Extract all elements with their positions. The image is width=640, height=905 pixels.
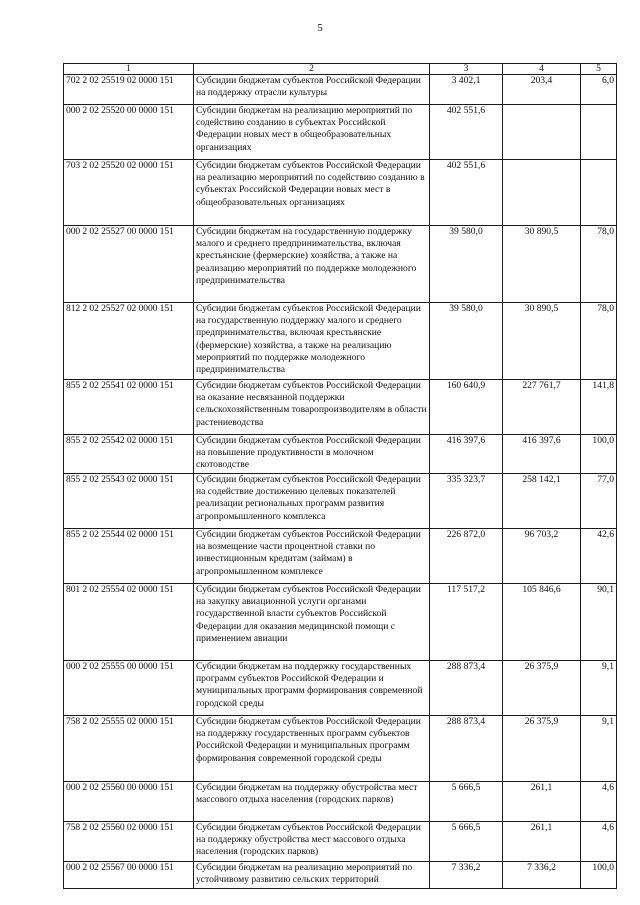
- percent-value: [581, 160, 617, 226]
- table-header-row: [64, 64, 617, 75]
- plan-value: 402 551,6: [430, 160, 503, 226]
- header-col-1: 1: [64, 64, 194, 75]
- item-name: Субсидии бюджетам субъектов Российской Федерации на государственную поддержку малого и среднего предпринимательства, включая крестьянские (фермерские) хозяйства, а также на реализацию мероприятий по поддержке молодежного предпринимательства: [194, 303, 430, 380]
- fact-value: 227 761,7: [503, 380, 581, 435]
- item-name: Субсидии бюджетам субъектов Российской Федерации на повышение продуктивности в молочном скотоводстве: [194, 435, 430, 474]
- item-name: Субсидии бюджетам на поддержку государственных программ субъектов Российской Федерации и муниципальных программ формирования современной городской среды: [194, 661, 430, 716]
- table-row: [64, 529, 617, 584]
- table-row: [64, 862, 617, 889]
- item-name: Субсидии бюджетам субъектов Российской Федерации на закупку авиационной услуги органами государственной власти субъектов Российской Федерации для оказания медицинской помощи с применением авиации: [194, 584, 430, 661]
- header-col-5: 5: [581, 64, 617, 75]
- table-row: [64, 782, 617, 822]
- item-name: Субсидии бюджетам субъектов Российской Федерации на возмещение части процентной ставки по инвестиционным кредитам (займам) в агропромышленном комплексе: [194, 529, 430, 584]
- budget-code: 702 2 02 25519 02 0000 151: [64, 75, 194, 105]
- plan-value: 288 873,4: [430, 716, 503, 782]
- page-number: 5: [317, 22, 323, 34]
- plan-value: 288 873,4: [430, 661, 503, 716]
- percent-value: 77,0: [581, 474, 617, 529]
- plan-value: 39 580,0: [430, 226, 503, 303]
- percent-value: 9,1: [581, 716, 617, 782]
- plan-value: 3 402,1: [430, 75, 503, 105]
- percent-value: 4,6: [581, 822, 617, 862]
- fact-value: 203,4: [503, 75, 581, 105]
- budget-code: 855 2 02 25543 02 0000 151: [64, 474, 194, 529]
- percent-value: 100,0: [581, 435, 617, 474]
- plan-value: 416 397,6: [430, 435, 503, 474]
- plan-value: 226 872,0: [430, 529, 503, 584]
- fact-value: 261,1: [503, 782, 581, 822]
- fact-value: 26 375,9: [503, 661, 581, 716]
- percent-value: 42,6: [581, 529, 617, 584]
- table-row: [64, 160, 617, 226]
- percent-value: 6,0: [581, 75, 617, 105]
- fact-value: [503, 105, 581, 160]
- item-name: Субсидии бюджетам субъектов Российской Федерации на поддержку обустройства мест массового отдыха населения (городских парков): [194, 822, 430, 862]
- table-row: [64, 474, 617, 529]
- percent-value: 90,1: [581, 584, 617, 661]
- table-row: [64, 661, 617, 716]
- percent-value: 9,1: [581, 661, 617, 716]
- budget-code: 855 2 02 25544 02 0000 151: [64, 529, 194, 584]
- budget-code: 855 2 02 25542 02 0000 151: [64, 435, 194, 474]
- header-col-3: 3: [430, 64, 503, 75]
- table-row: [64, 822, 617, 862]
- item-name: Субсидии бюджетам субъектов Российской Федерации на поддержку государственных программ субъектов Российской Федерации и муниципальных программ формирования современной городской среды: [194, 716, 430, 782]
- table-row: [64, 584, 617, 661]
- table-row: [64, 226, 617, 303]
- item-name: Субсидии бюджетам субъектов Российской Федерации на реализацию мероприятий по содействию созданию в субъектах Российской Федерации новых мест в общеобразовательных организациях: [194, 160, 430, 226]
- budget-code: 855 2 02 25541 02 0000 151: [64, 380, 194, 435]
- plan-value: 7 336,2: [430, 862, 503, 889]
- plan-value: 5 666,5: [430, 822, 503, 862]
- item-name: Субсидии бюджетам на поддержку обустройства мест массового отдыха населения (городских парков): [194, 782, 430, 822]
- percent-value: 141,8: [581, 380, 617, 435]
- table-row: [64, 716, 617, 782]
- item-name: Субсидии бюджетам субъектов Российской Федерации на оказание несвязанной поддержки сельскохозяйственным товаропроизводителям в области растениеводства: [194, 380, 430, 435]
- item-name: Субсидии бюджетам субъектов Российской Федерации на поддержку отрасли культуры: [194, 75, 430, 105]
- header-col-4: 4: [503, 64, 581, 75]
- fact-value: 30 890,5: [503, 226, 581, 303]
- budget-code: 758 2 02 25560 02 0000 151: [64, 822, 194, 862]
- plan-value: 160 640,9: [430, 380, 503, 435]
- fact-value: 416 397,6: [503, 435, 581, 474]
- budget-code: 703 2 02 25520 02 0000 151: [64, 160, 194, 226]
- plan-value: 117 517,2: [430, 584, 503, 661]
- table-row: [64, 303, 617, 380]
- table-row: [64, 380, 617, 435]
- table-row: [64, 75, 617, 105]
- budget-code: 000 2 02 25560 00 0000 151: [64, 782, 194, 822]
- item-name: Субсидии бюджетам на реализацию мероприятий по устойчивому развитию сельских территорий: [194, 862, 430, 889]
- fact-value: 96 703,2: [503, 529, 581, 584]
- plan-value: 402 551,6: [430, 105, 503, 160]
- budget-code: 000 2 02 25527 00 0000 151: [64, 226, 194, 303]
- budget-code: 758 2 02 25555 02 0000 151: [64, 716, 194, 782]
- fact-value: 30 890,5: [503, 303, 581, 380]
- budget-code: 812 2 02 25527 02 0000 151: [64, 303, 194, 380]
- percent-value: 4,6: [581, 782, 617, 822]
- plan-value: 5 666,5: [430, 782, 503, 822]
- fact-value: 261,1: [503, 822, 581, 862]
- budget-code: 000 2 02 25567 00 0000 151: [64, 862, 194, 889]
- fact-value: 258 142,1: [503, 474, 581, 529]
- budget-code: 000 2 02 25520 00 0000 151: [64, 105, 194, 160]
- plan-value: 39 580,0: [430, 303, 503, 380]
- table-row: [64, 105, 617, 160]
- percent-value: 78,0: [581, 303, 617, 380]
- fact-value: 7 336,2: [503, 862, 581, 889]
- percent-value: [581, 105, 617, 160]
- budget-table: [63, 63, 617, 889]
- percent-value: 78,0: [581, 226, 617, 303]
- plan-value: 335 323,7: [430, 474, 503, 529]
- table-row: [64, 435, 617, 474]
- budget-code: 000 2 02 25555 00 0000 151: [64, 661, 194, 716]
- item-name: Субсидии бюджетам субъектов Российской Федерации на содействие достижению целевых показателей реализации региональных программ развития агропромышленного комплекса: [194, 474, 430, 529]
- budget-code: 801 2 02 25554 02 0000 151: [64, 584, 194, 661]
- header-col-2: 2: [194, 64, 430, 75]
- item-name: Субсидии бюджетам на реализацию мероприятий по содействию созданию в субъектах Российской Федерации новых мест в общеобразовательных организациях: [194, 105, 430, 160]
- fact-value: 105 846,6: [503, 584, 581, 661]
- fact-value: 26 375,9: [503, 716, 581, 782]
- fact-value: [503, 160, 581, 226]
- percent-value: 100,0: [581, 862, 617, 889]
- item-name: Субсидии бюджетам на государственную поддержку малого и среднего предпринимательства, включая крестьянские (фермерские) хозяйства, а также на реализацию мероприятий по поддержке молодежного предпринимательства: [194, 226, 430, 303]
